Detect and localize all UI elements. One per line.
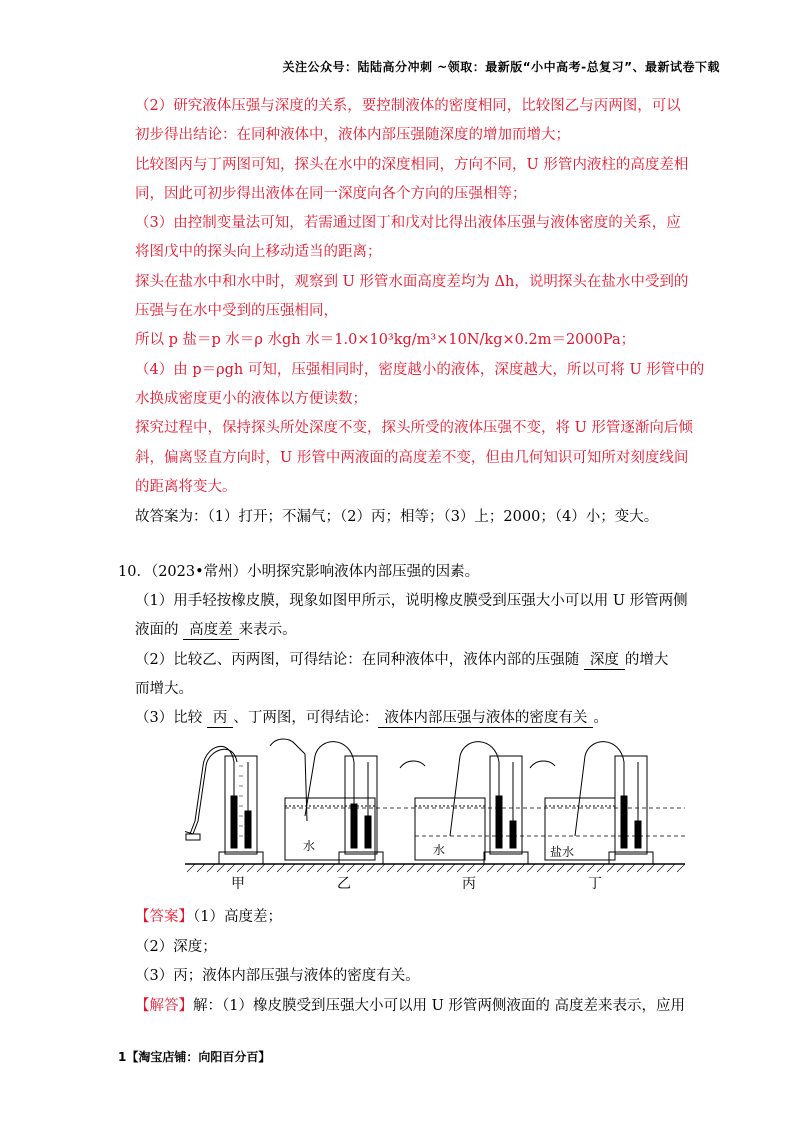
page-header: 关注公众号：陆陆高分冲刺 ~领取：最新版“小中高考-总复习”、最新试卷下载 (282, 60, 720, 74)
figure-label: 甲 (231, 876, 245, 892)
figure-label: 丁 (588, 876, 602, 892)
liquid-label: 水 (433, 843, 446, 857)
answer-line: 的距离将变大。 (135, 479, 237, 495)
answer-line: 探头在盐水中和水中时，观察到 U 形管水面高度差均为 Δh，说明探头在盐水中受到的 (135, 274, 689, 290)
answer-blank: 丙 (207, 709, 234, 728)
liquid-label: 水 (303, 839, 316, 853)
answer-blank: 高度差 (183, 621, 239, 640)
answer-line: 同，因此可初步得出液体在同一深度向各个方向的压强相等； (135, 186, 527, 202)
q10-part1-line1: （1）用手轻按橡皮膜，现象如图甲所示，说明橡皮膜受到压强大小可以用 U 形管两侧 (135, 593, 688, 609)
page-footer: 1【淘宝店铺：向阳百分百】 (118, 1050, 271, 1064)
answer-line: 初步得出结论：在同种液体中，液体内部压强随深度的增加而增大； (135, 127, 570, 143)
answer-line: （3）由控制变量法可知，若需通过图丁和戊对比得出液体压强与液体密度的关系，应 (135, 215, 681, 231)
answer-line: 水换成密度更小的液体以方便读数； (135, 391, 367, 407)
solution-line-1: 【解答】解：（1）橡皮膜受到压强大小可以用 U 形管两侧液面的 高度差来表示，应用 (135, 998, 686, 1014)
answer-line: 所以 p 盐＝p 水＝ρ 水gh 水＝1.0×10³kg/m³×10N/kg×0.2m＝2000Pa； (135, 332, 636, 348)
q10-part2-line1: （2）比较乙、丙两图，可得结论：在同种液体中，液体内部的压强随 深度 的增大 (135, 652, 669, 668)
liquid-label: 盐水 (550, 845, 575, 859)
answer-line-1: 【答案】（1）高度差； (135, 909, 282, 925)
answer-line-3: （3）丙；液体内部压强与液体的密度有关。 (135, 968, 420, 984)
figure-label: 乙 (337, 876, 351, 892)
answer-blank: 液体内部压强与液体的密度有关 (378, 709, 593, 728)
u-tube-experiment-figure (185, 726, 685, 896)
answer-blank: 深度 (584, 651, 625, 670)
answer-line-2: （2）深度； (135, 939, 217, 955)
answer-line: 压强与在水中受到的压强相同， (135, 303, 338, 319)
answer-line: 比较图丙与丁两图可知，探头在水中的深度相同，方向不同，U 形管内液柱的高度差相 (135, 157, 689, 173)
answer-line: （2）研究液体压强与深度的关系，要控制液体的密度相同，比较图乙与丙两图，可以 (135, 98, 681, 114)
q10-part2-line2: 而增大。 (135, 681, 193, 697)
answer-line: 故答案为：（1）打开；不漏气；（2）丙；相等；（3）上；2000；（4）小；变大。 (135, 509, 659, 525)
answer-line: 探究过程中，保持探头所处深度不变，探头所受的液体压强不变，将 U 形管逐渐向后倾 (135, 420, 693, 436)
answer-line: （4）由 p＝ρgh 可知，压强相同时，密度越小的液体，深度越大，所以可将 U 形管中的 (135, 362, 705, 378)
answer-line: 将图戊中的探头向上移动适当的距离； (135, 244, 382, 260)
q10-part3: （3）比较 丙 、丁两图，可得结论： 液体内部压强与液体的密度有关 。 (135, 710, 608, 726)
answer-line: 斜，偏离竖直方向时，U 形管中两液面的高度差不变，但由几何知识可知所对刻度线间 (135, 450, 689, 466)
question-10-stem: 10．（2023•常州）小明探究影响液体内部压强的因素。 (118, 564, 480, 580)
q10-part1-line2: 液面的 高度差 来表示。 (135, 622, 297, 638)
figure-label: 丙 (462, 876, 476, 892)
